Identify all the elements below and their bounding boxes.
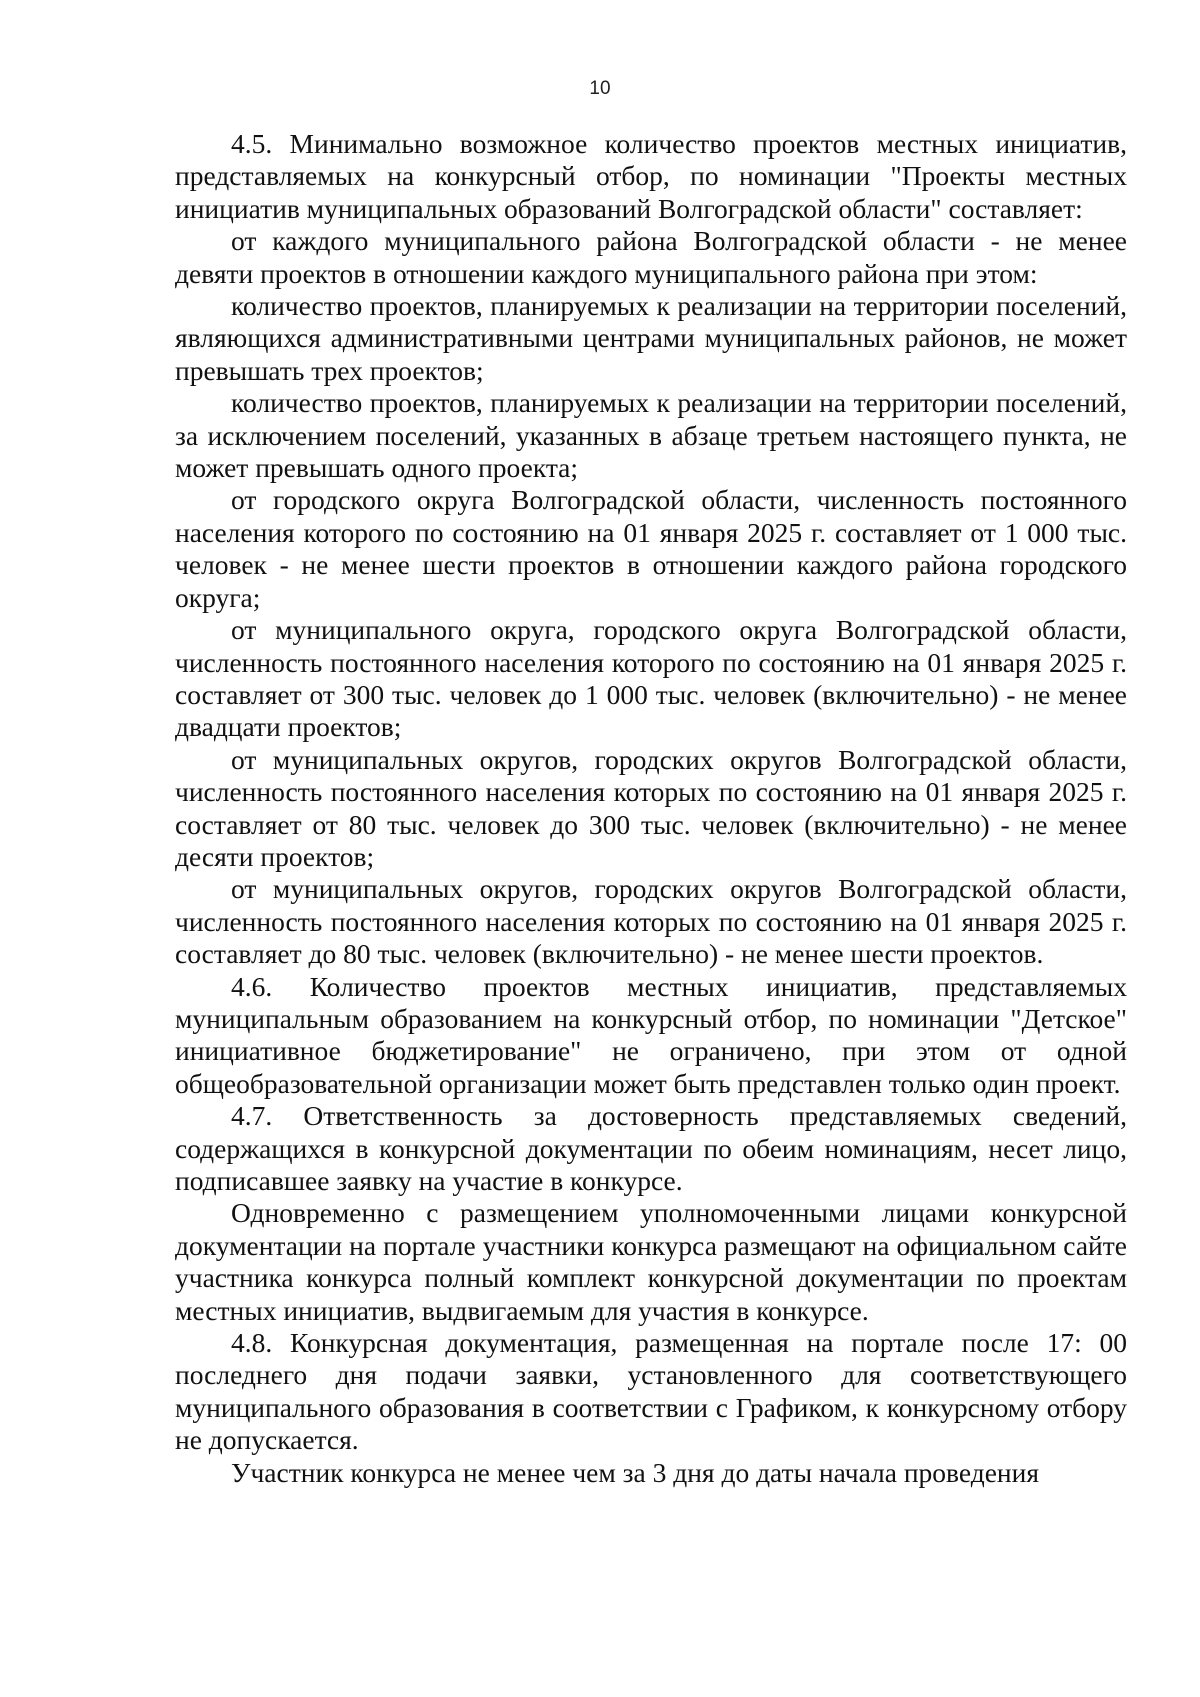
paragraph-city-over-million: от городского округа Волгоградской области, численность постоянного населения которого по состоянию на 01 января 2025 г. составляет от 1 000 тыс. человек - не менее шести проектов в отношении каждого района городского округа;	[175, 484, 1127, 613]
paragraph-4-8: 4.8. Конкурсная документация, размещенная на портале после 17: 00 последнего дня подачи заявки, установленного для соответствующего муниципального образования в соответствии с Графиком, к конкурсному отбору не допускается.	[175, 1327, 1127, 1456]
paragraph-admin-centers: количество проектов, планируемых к реализации на территории поселений, являющихся административными центрами муниципальных районов, не может превышать трех проектов;	[175, 290, 1127, 386]
paragraph-4-6: 4.6. Количество проектов местных инициатив, представляемых муниципальным образованием на конкурсный отбор, по номинации "Детское" инициативное бюджетирование" не ограничено, при этом от одной общеобразовательной организации может быть представлен только один проект.	[175, 970, 1127, 1099]
paragraph-4-7: 4.7. Ответственность за достоверность представляемых сведений, содержащихся в конкурсной документации по обеим номинациям, несет лицо, подписавшее заявку на участие в конкурсе.	[175, 1100, 1127, 1196]
paragraph-4-5: 4.5. Минимально возможное количество проектов местных инициатив, представляемых на конкурсный отбор, по номинации "Проекты местных инициатив муниципальных образований Волгоградской области" составляет:	[175, 128, 1127, 224]
paragraph-under-80k: от муниципальных округов, городских округов Волгоградской области, численность постоянного населения которых по состоянию на 01 января 2025 г. составляет до 80 тыс. человек (включительно) - не менее шести проектов.	[175, 873, 1127, 970]
paragraph-portal-placement: Одновременно с размещением уполномоченными лицами конкурсной документации на портале участники конкурса размещают на официальном сайте участника конкурса полный комплект конкурсной документации по проектам местных инициатив, выдвигаемым для участия в конкурсе.	[175, 1197, 1127, 1326]
page-number: 10	[589, 78, 611, 99]
paragraph-municipal-district: от каждого муниципального района Волгоградской области - не менее девяти проектов в отношении каждого муниципального района при этом:	[175, 225, 1127, 289]
paragraph-other-settlements: количество проектов, планируемых к реализации на территории поселений, за исключением поселений, указанных в абзаце третьем настоящего пункта, не может превышать одного проекта;	[175, 387, 1127, 484]
paragraph-300k-to-million: от муниципального округа, городского округа Волгоградской области, численность постоянного населения которого по состоянию на 01 января 2025 г. составляет от 300 тыс. человек до 1 000 тыс. человек (включительно) - не менее двадцати проектов;	[175, 614, 1127, 743]
paragraph-participant-deadline: Участник конкурса не менее чем за 3 дня до даты начала проведения	[231, 1456, 1039, 1488]
paragraph-80k-to-300k: от муниципальных округов, городских округов Волгоградской области, численность постоянного населения которых по состоянию на 01 января 2025 г. составляет от 80 тыс. человек до 300 тыс. человек (включительно) - не менее десяти проектов;	[175, 743, 1127, 872]
document-body	[175, 128, 1127, 1489]
